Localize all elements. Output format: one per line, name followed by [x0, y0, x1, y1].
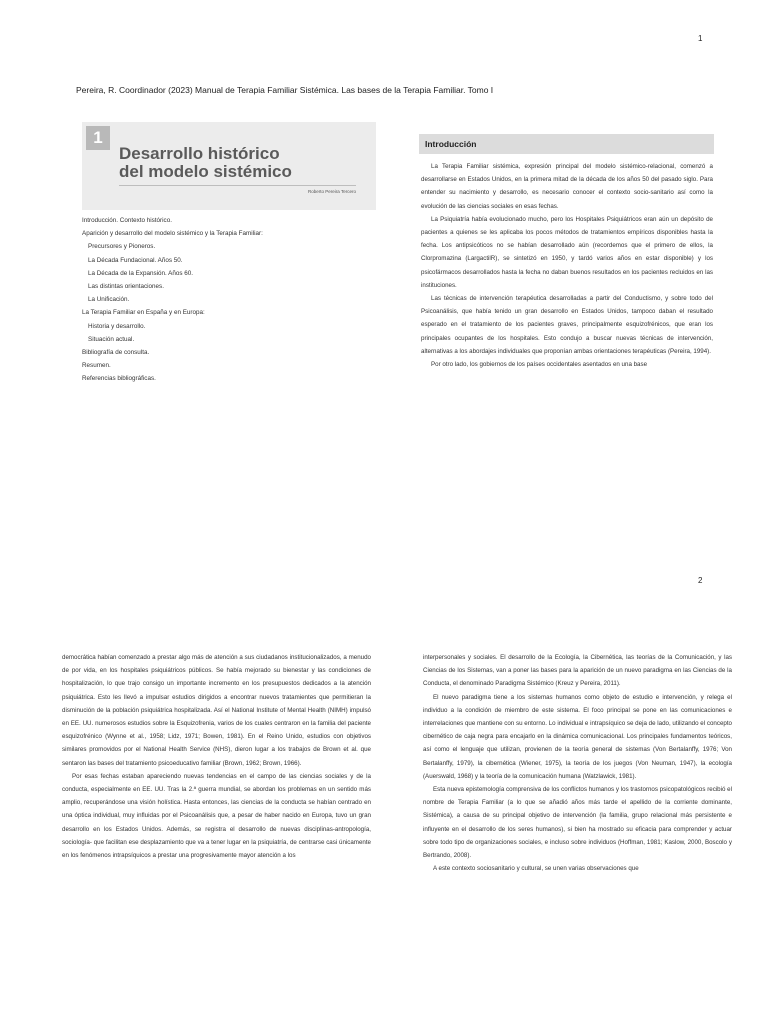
paragraph: A este contexto sociosanitario y cultural, se unen varias observaciones que: [433, 865, 639, 873]
toc-item: La Unificación.: [88, 296, 130, 304]
toc-item: Historia y desarrollo.: [88, 322, 146, 330]
toc-item: Referencias bibliográficas.: [82, 375, 156, 383]
paragraph: La Psiquiatría había evolucionado mucho, pero los Hospitales Psiquiátricos eran aún un depósito de pacientes a quienes se les aplicaba los pocos métodos de tratamientos empíricos disponibles hasta la fecha. Los antipsicóticos no se habían desarrollado aún (recordemos que el primero de ellos, la Clorpromazina (LargactilR), se sintetizó en 1950, y tardó varios años en estar disponible) y los psicofármacos desarrollados hasta la fecha no daban buenos resultados en los pacientes recluidos en las instituciones.: [421, 215, 713, 289]
toc-item: Resumen.: [82, 362, 111, 370]
left-column: [62, 651, 371, 862]
chapter-title: [119, 145, 339, 181]
chapter-title-line: del modelo sistémico: [119, 162, 292, 181]
paragraph: democrática habían comenzado a prestar algo más de atención a sus ciudadanos institucionalizados, a menudo de por vida, en los hospitales psiquiátricos públicos. Se había mejorado su bienestar y las condiciones de hospitalización, lo que trajo consigo un importante incremento en los presupuestos dedicados a la atención psiquiátrica. Esto les llevó a impulsar estudios dirigidos a encontrar nuevos tratamientes que permitieran la disminución de la población psiquiátrica hospitalizada. Así el National Institute of Mental Health (NIMH) impulsó en EE. UU. numerosos estudios sobre la Esquizofrenia, varios de los cuales centraron en la familia del paciente esquizofrénico (Wynne et al., 1958; Lidz, 1971; Bowen, 1981). En el Reino Unido, estudios con objetivos similares promovidos por el National Health Service (NHS), dieron lugar a los trabajos de Brown et al. que sentaron las bases del tratamiento psicoeducativo familiar (Brown, 1962; Brown, 1966).: [62, 654, 371, 767]
paragraph: Por esas fechas estaban apareciendo nuevas tendencias en el campo de las ciencias sociales y de la conducta, especialmente en EE. UU. Tras la 2.ª guerra mundial, se abordan los problemas en un sentido más amplio, recuperándose una visión holística. Hasta entonces, las ciencias de la conducta se habían centrado en una óptica individual, muy influidas por el Psicoanálisis que, a pesar de haber nacido en Europa, tuvo un gran desarrollo en los Estados Unidos. Además, se registra el desarrollo de nuevas disciplinas-antropología, sociología- que facilitan ese desplazamiento que va a tener lugar en la psiquiatría, de centrarse casi únicamente en los fenómenos intrapsíquicos a prestar una progresivamente mayor atención a los: [62, 772, 371, 860]
paragraph: interpersonales y sociales. El desarrollo de la Ecología, la Cibernética, las teorías de la Comunicación, y las Ciencias de los Sistemas, van a poner las bases para la aparición de un nuevo paradigma en las Ciencias de la Conducta, el denominado Paradigma Sistémico (Kreuz y Pereira, 2011).: [423, 654, 732, 688]
toc-item: La Década de la Expansión. Años 60.: [88, 269, 194, 277]
toc-item: La Década Fundacional. Años 50.: [88, 256, 183, 264]
paragraph: Las técnicas de intervención terapéutica desarrolladas a partir del Conductismo, y sobre todo del Psicoanálisis, que había tenido un gran desarrollo en Estados Unidos, tampoco daban el resultado esperado en el tratamiento de los pacientes graves, principalmente esquizofrénicos, que eran los principales ocupantes de los hospitales. Esto condujo a buscar nuevas técnicas de intervención, alternativas a los abordajes individuales que proponían ambas orientaciones terapéuticas (Pereira, 1994).: [421, 295, 713, 355]
paragraph: La Terapia Familiar sistémica, expresión principal del modelo sistémico-relacional, comenzó a desarrollarse en Estados Unidos, en la primera mitad de la década de los años 50 del pasado siglo. Para entender su nacimiento y desarrollo, es necesario conocer el contexto socio-sanitario así como la evolución de las ciencias sociales en esas fechas.: [421, 163, 713, 210]
chapter-number: 1: [86, 126, 110, 150]
chapter-author: Roberto Pereira Tercero: [308, 189, 356, 194]
section-heading: Introducción: [419, 134, 714, 154]
chapter-header: [82, 122, 376, 210]
table-of-contents: [82, 214, 382, 386]
paragraph: Esta nueva epistemología comprensiva de los conflictos humanos y los trastornos psicopatológicos recibió el nombre de Terapia Familiar (a lo que se añadió años más tarde el apellido de la corriente dominante, Sistémica), a causa de su principal objetivo de intervención (la familia, grupo relacional más persistente e influyente en el desarrollo de los seres humanos), si bien ha mostrado su eficacia para comprender y actuar sobre todo tipo de organizaciones sociales, e incluso sobre individuos (Hoffman, 1981; Kaslow, 2000, Boscolo y Bertrando, 2008).: [423, 786, 732, 860]
toc-item: Las distintas orientaciones.: [88, 283, 164, 291]
chapter-divider: [119, 185, 356, 186]
page-number: 2: [698, 576, 703, 585]
toc-item: La Terapia Familiar en España y en Europa:: [82, 309, 205, 317]
citation: Pereira, R. Coordinador (2023) Manual de Terapia Familiar Sistémica. Las bases de la Terapia Familiar. Tomo I: [76, 85, 494, 95]
paragraph: El nuevo paradigma tiene a los sistemas humanos como objeto de estudio e intervención, y relega el individuo a la condición de miembro de este sistema. El foco principal se pone en las comunicaciones e interrelaciones que mantiene con su entorno. Lo individual e intrapsíquico se deja de lado, utilizando el concepto cibernético de caja negra para encajarlo en la dinámica comunicacional. Los principales fundamentos teóricos, así como el lenguaje que utilizan, provienen de la teoría general de sistemas (Von Bertalanffy, 1976; Von Bertalanffy, 1979), la cibernética (Wiener, 1975), la teoría de los juegos (Von Neuman, 1947), la ecología (Auerswald, 1968) y la teoría de la comunicación humana (Watzlawick, 1981).: [423, 693, 732, 780]
right-column: [423, 651, 732, 875]
intro-text: [421, 160, 713, 371]
page-number: 1: [698, 34, 703, 43]
toc-item: Bibliografía de consulta.: [82, 349, 150, 357]
paragraph: Por otro lado, los gobiernos de los países occidentales asentados en una base: [431, 361, 648, 369]
toc-item: Aparición y desarrollo del modelo sistémico y la Terapia Familiar:: [82, 230, 263, 238]
toc-item: Situación actual.: [88, 335, 135, 343]
toc-item: Introducción. Contexto histórico.: [82, 217, 172, 224]
chapter-title-line: Desarrollo histórico: [119, 144, 280, 163]
toc-item: Precursores y Pioneros.: [88, 243, 156, 251]
